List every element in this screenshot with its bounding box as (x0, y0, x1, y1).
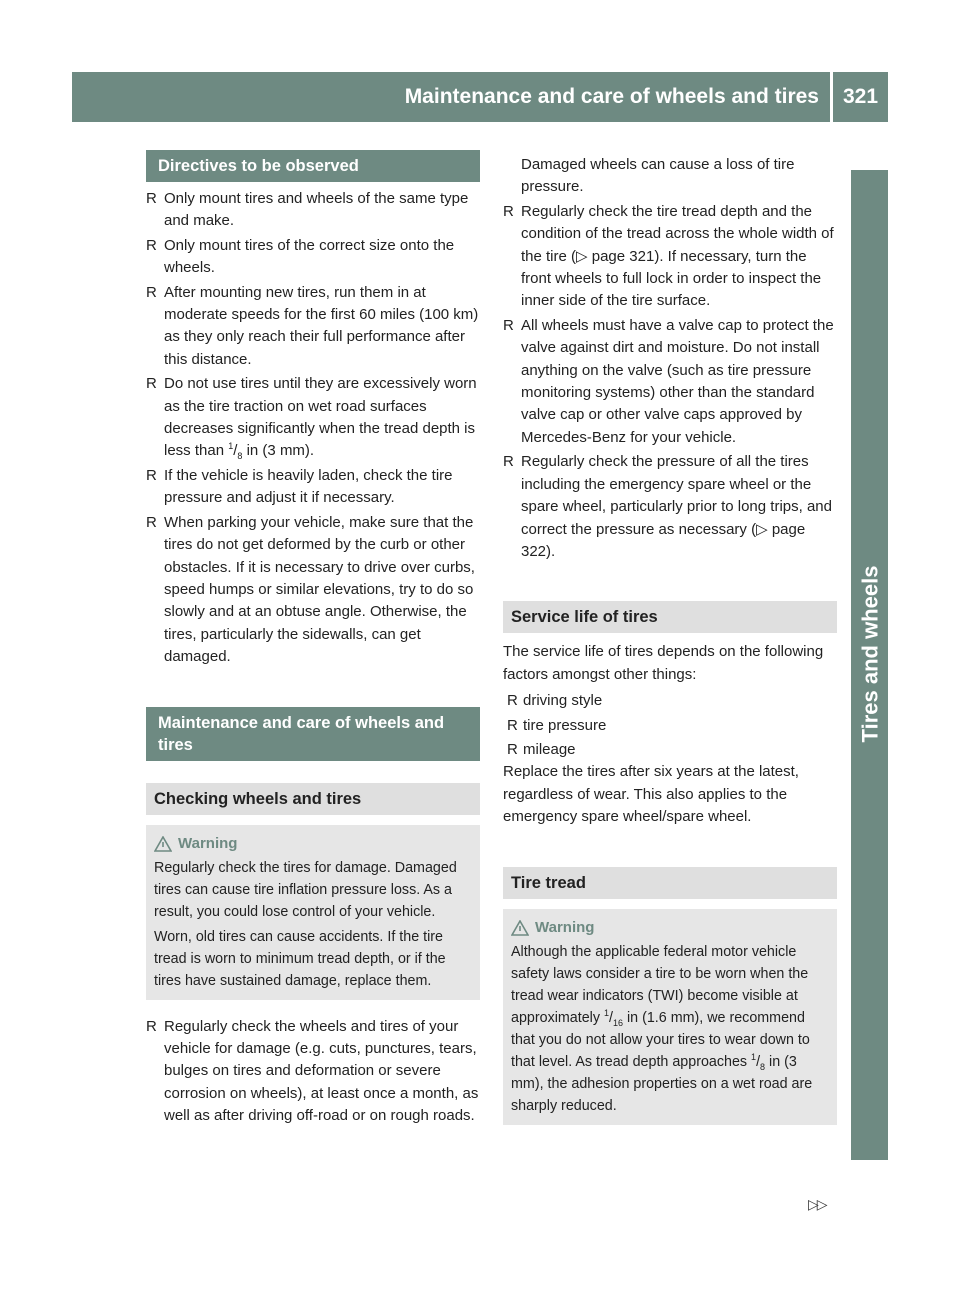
continue-arrows-icon: ▷▷ (808, 1196, 826, 1212)
section-heading-checking: Checking wheels and tires (146, 783, 480, 815)
bullet-glyph: R (146, 283, 157, 301)
page-title: Maintenance and care of wheels and tires (404, 85, 819, 108)
list-item: R Only mount tires of the correct size onto the wheels. (146, 236, 455, 277)
side-tab-label-wrap (856, 555, 884, 753)
checking-list (146, 1016, 480, 1128)
list-item: R Regularly check the wheels and tires of your vehicle for damage (e.g. cuts, punctures, tears, bulges on tires and deformation or severe corrosion on wheels), at least once a month, as well as after driving off-road or on rough roads. (146, 1017, 479, 1125)
section-heading-service-life: Service life of tires (503, 601, 837, 633)
bullet-glyph: R (503, 202, 514, 220)
bullet-glyph: R (146, 190, 157, 207)
section-heading-directives: Directives to be observed (146, 150, 480, 182)
warning-box (146, 825, 480, 1000)
bullet-glyph: R (146, 375, 157, 393)
factors-list (503, 690, 837, 761)
list-item: R If the vehicle is heavily laden, check the tire pressure and adjust it if necessary. (146, 466, 453, 507)
list-item: R When parking your vehicle, make sure that the tires do not get deformed by the curb or other obstacles. If it is necessary to drive over curbs, speed humps or similar elevations, try to do so slowly and at an obtuse angle. Otherwise, the tires, particularly the sidewalls, can get damaged. (146, 513, 475, 666)
bullet-glyph: R (507, 716, 518, 734)
section-heading-tire-tread: Tire tread (503, 867, 837, 899)
list-item: R After mounting new tires, run them in at moderate speeds for the first 60 miles (100 km) as they only reach their full performance after this distance. (146, 283, 479, 368)
warning-header (154, 833, 472, 855)
page-reference-arrow-icon: ▷ (576, 247, 588, 265)
side-tab-marker (851, 870, 888, 907)
side-tab-label: Tires and wheels (857, 565, 882, 743)
list-item: R tire pressure (507, 715, 837, 737)
continued-text: Damaged wheels can cause a loss of tire pressure. (521, 156, 795, 196)
bullet-glyph: R (503, 453, 514, 471)
warning-header (511, 917, 829, 939)
list-item: R driving style (507, 690, 837, 712)
left-column (146, 150, 480, 1128)
warning-label: Warning (535, 918, 595, 936)
warning-text: Regularly check the tires for damage. Damaged tires can cause tire inflation pressure loss. As a result, you could lose control of your vehicle. (154, 859, 457, 920)
warning-text: Although the applicable federal motor vehicle safety laws consider a tire to be worn when the tread wear indicators (TWI) become visible at approximately $^1/_{16}$ in (1.6 mm), we recommend that you do not allow your tires to wear down to that level. As tread depth approaches $^1/_8$ in (3 mm), the adhesion properties on a wet road are sharply reduced. (511, 943, 813, 1114)
warning-triangle-icon (154, 836, 172, 852)
list-item: R mileage (507, 739, 837, 761)
bullet-glyph: R (507, 740, 518, 758)
warning-triangle-icon (511, 920, 529, 936)
page-reference-arrow-icon: ▷ (756, 520, 768, 538)
warning-text: Worn, old tires can cause accidents. If the tire tread is worn to minimum tread depth, or if the tires have sustained damage, replace them. (154, 928, 446, 989)
warning-label: Warning (178, 834, 238, 852)
list-item: R Do not use tires until they are excessively worn as the tire traction on wet road surfaces decreases significantly when the tread depth is less than $^1/_8$ in (3 mm). (146, 375, 477, 462)
section-heading-maintenance: Maintenance and care of wheels and tires (146, 707, 480, 761)
service-intro: The service life of tires depends on the following factors amongst other things: (503, 643, 824, 683)
service-replace: Replace the tires after six years at the latest, regardless of wear. This also applies to the emergency spare wheel/spare wheel. (503, 763, 799, 826)
bullet-glyph: R (507, 692, 518, 710)
bullet-glyph: R (146, 1017, 157, 1035)
tire-check-list (503, 201, 837, 564)
page-number: 321 (842, 85, 879, 108)
directives-list (146, 188, 480, 669)
warning-box (503, 909, 837, 1125)
right-column (503, 154, 837, 1125)
bullet-glyph: R (146, 466, 157, 484)
list-item: R Regularly check the pressure of all the tires including the emergency spare wheel or the spare wheel, particularly prior to long trips, and correct the pressure as necessary (▷ page 322). (503, 453, 832, 560)
bullet-glyph: R (146, 236, 157, 254)
page-reference[interactable]: page 321 (591, 247, 655, 265)
list-item: R Regularly check the tire tread depth and the condition of the tread across the whole width of the tire (▷ page 321). If necessary, turn the front wheels to full lock in order to inspect the inner side of the tire surface. (503, 202, 834, 310)
bullet-glyph: R (503, 316, 514, 334)
list-item: R Only mount tires and wheels of the same type and make. (146, 190, 469, 230)
page-reference[interactable]: page 322 (521, 520, 806, 560)
list-item: R All wheels must have a valve cap to protect the valve against dirt and moisture. Do not install anything on the valve (such as tire pressure monitoring systems) other than the standard valve cap or other valve caps approved by Mercedes-Benz for your vehicle. (503, 316, 834, 446)
bullet-glyph: R (146, 513, 157, 531)
